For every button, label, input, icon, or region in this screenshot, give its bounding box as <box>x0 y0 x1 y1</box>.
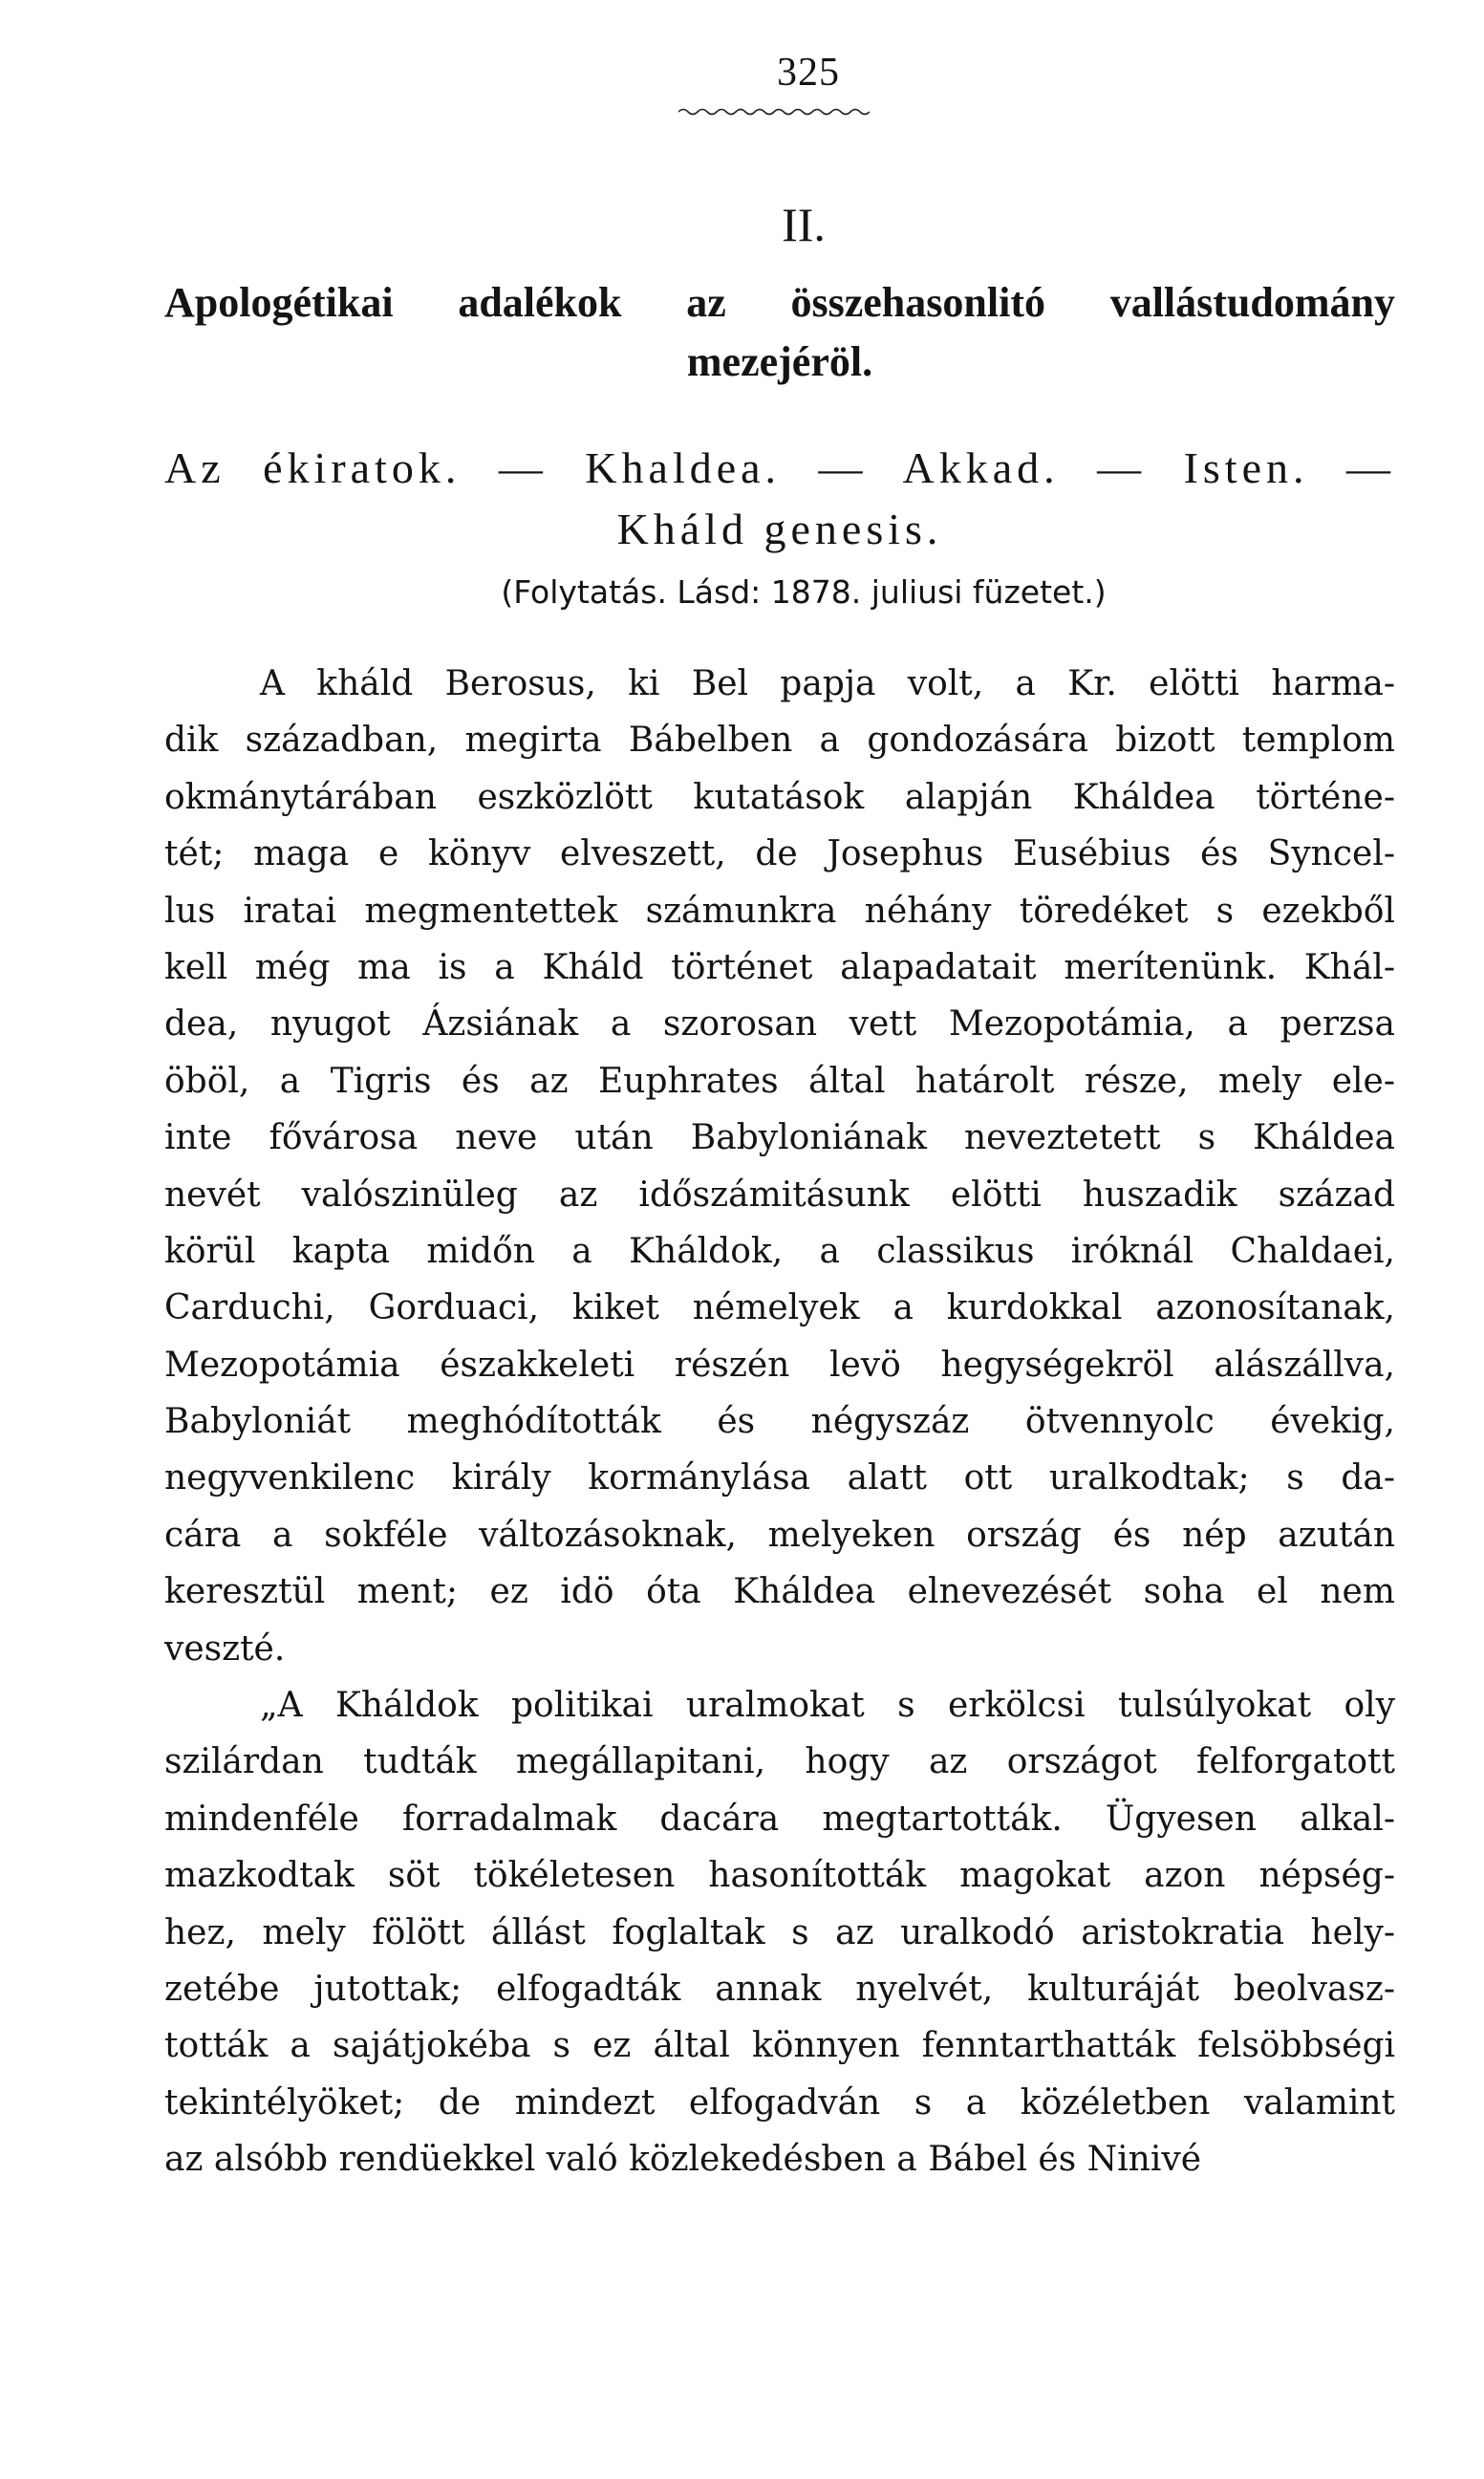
text-line: inte fővárosa neve után Babyloniának neveztetett s Kháldea <box>164 1118 1395 1158</box>
text-line: lus iratai megmentettek számunkra néhány töredéket s ezekből <box>164 891 1395 931</box>
body-text <box>164 656 1395 2188</box>
text-line: keresztül ment; ez idö óta Kháldea elnevezését soha el nem <box>164 1572 1395 1612</box>
section-subtitle <box>164 438 1395 560</box>
text-line: hez, mely fölött állást foglaltak s az uralkodó aristokratia hely- <box>164 1912 1395 1952</box>
text-line: tották a sajátjokéba s ez által könnyen fenntarthatták felsöbbségi <box>164 2026 1395 2066</box>
text-line: körül kapta midőn a Kháldok, a classikus iróknál Chaldaei, <box>164 1231 1395 1271</box>
text-line: az alsóbb rendüekkel való közlekedésben a Bábel és Ninivé <box>164 2140 1201 2180</box>
chapter-title <box>164 273 1395 392</box>
text-line: szilárdan tudták megállapitani, hogy az országot felforgatott <box>164 1742 1395 1782</box>
text-line: A kháld Berosus, ki Bel papja volt, a Kr. elötti harma- <box>260 664 1395 703</box>
text-line: „A Kháldok politikai uralmokat s erkölcsi tulsúlyokat oly <box>260 1686 1395 1726</box>
chapter-title-line-2: mezejéröl. <box>686 338 873 385</box>
text-line: Mezopotámia északkeleti részén levö hegységekröl alászállva, <box>164 1345 1395 1385</box>
text-line: veszté. <box>164 1628 286 1669</box>
text-line: mazkodtak söt tökéletesen hasonították magokat azon népség- <box>164 1856 1395 1896</box>
page-number: 325 <box>777 51 840 95</box>
text-line: okmánytárában eszközlött kutatások alapján Kháldea történe- <box>164 777 1395 817</box>
text-line: zetébe jutottak; elfogadták annak nyelvét, kulturáját beolvasz- <box>164 1969 1395 2009</box>
text-line: cára a sokféle változásoknak, melyeken ország és nép azután <box>164 1515 1395 1555</box>
subtitle-line-1: Az ékiratok. — Khaldea. — Akkad. — Isten. — <box>164 443 1395 492</box>
wavy-rule-ornament <box>678 107 870 117</box>
text-line: tekintélyöket; de mindezt elfogadván s a közéletben valamint <box>164 2082 1395 2123</box>
chapter-number: II. <box>782 198 826 251</box>
text-line: negyvenkilenc király kormánylása alatt ott uralkodtak; s da- <box>164 1458 1395 1498</box>
subtitle-line-2: Kháld genesis. <box>616 505 943 553</box>
text-line: Carduchi, Gorduaci, kiket némelyek a kurdokkal azonosítanak, <box>164 1288 1395 1328</box>
text-line: öböl, a Tigris és az Euphrates által határolt része, mely ele- <box>164 1061 1395 1101</box>
book-page <box>164 0 1395 2479</box>
chapter-title-line-1: Apologétikai adalékok az összehasonlitó vallástudomány <box>164 279 1395 326</box>
text-line: dik században, megirta Bábelben a gondozására bizott templom <box>164 721 1395 761</box>
text-line: mindenféle forradalmak dacára megtartották. Ügyesen alkal- <box>164 1799 1395 1839</box>
text-line: Babyloniát meghódították és négyszáz ötvennyolc évekig, <box>164 1402 1395 1442</box>
text-line: tét; maga e könyv elveszett, de Josephus Eusébius és Syncel- <box>164 834 1395 874</box>
text-line: nevét valószinüleg az időszámitásunk elötti huszadik század <box>164 1175 1395 1215</box>
paragraph <box>164 1677 1395 2188</box>
text-line: dea, nyugot Ázsiának a szorosan vett Mezopotámia, a perzsa <box>164 1004 1395 1045</box>
continuation-note: (Folytatás. Lásd: 1878. juliusi füzetet.) <box>501 573 1107 611</box>
paragraph <box>164 656 1395 1677</box>
text-line: kell még ma is a Kháld történet alapadatait merítenünk. Khál- <box>164 947 1395 987</box>
